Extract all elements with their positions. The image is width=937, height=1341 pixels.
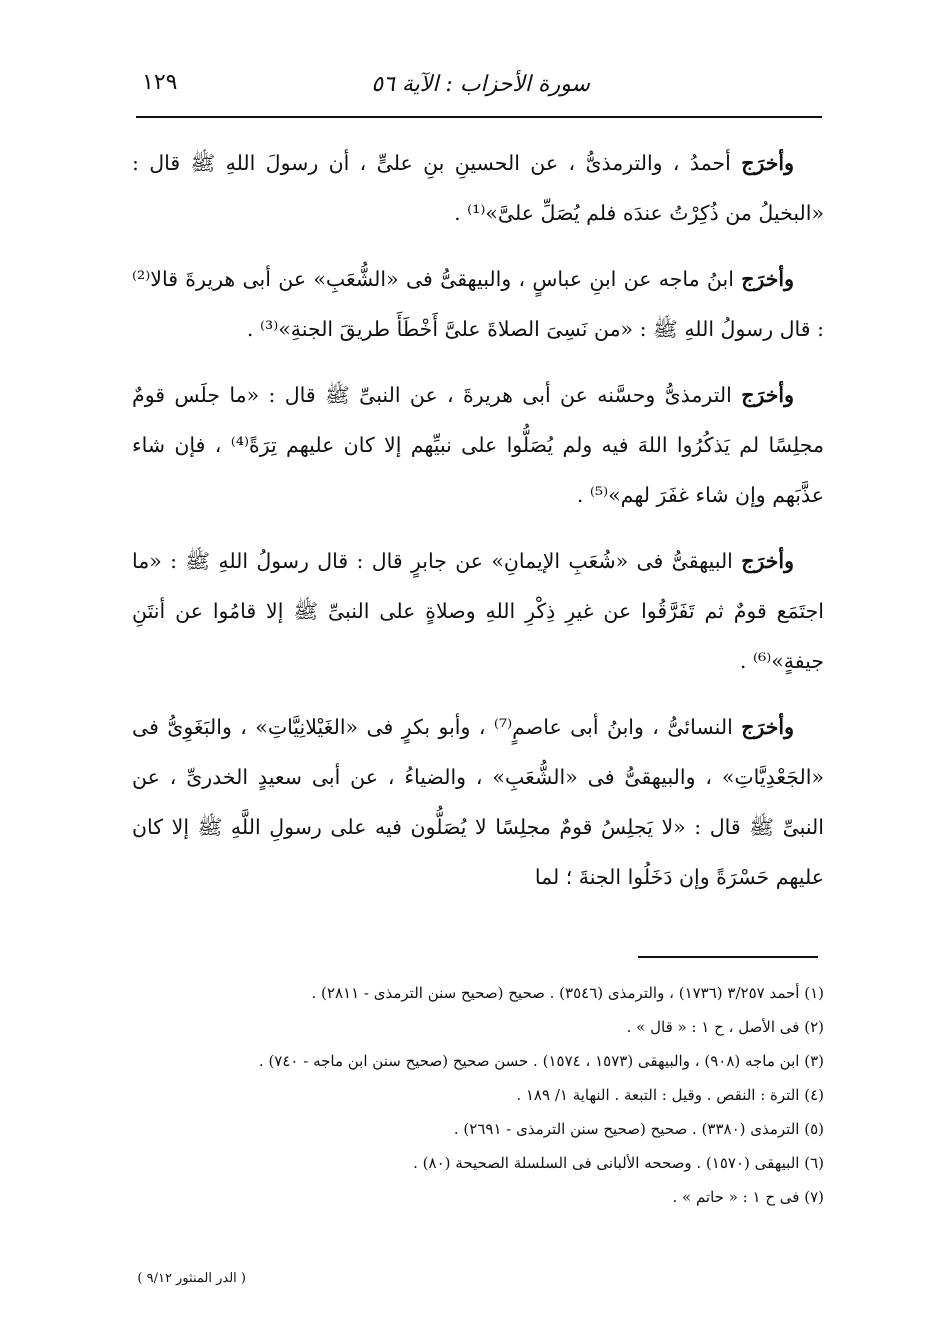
paragraph-lead: وأخرَج [741, 715, 795, 739]
footnote-6: (٦) البيهقى (١٥٧٠) . وصححه الألبانى فى السلسلة الصحيحة (٨٠) . [413, 1154, 824, 1172]
paragraph-lead: وأخرَج [741, 383, 794, 407]
footnote-2: (٢) فى الأصل ، ح ١ : « قال » . [626, 1018, 824, 1036]
source-reference: ( الدر المنثور ٩/١٢ ) [137, 1271, 246, 1286]
paragraph-lead: وأخرَج [741, 267, 794, 291]
paragraph-text: أحمدُ ، والترمذىُّ ، عن الحسينِ بنِ علىٍّ ، أن رسولَ اللهِ ﷺ قال : «البخيلُ من ذُكِرْتُ عندَه فلم يُصَلِّ علىَّ»⁽¹⁾ . [132, 151, 824, 225]
paragraph-3 [132, 370, 824, 520]
paragraph-1 [132, 138, 824, 238]
paragraph-text: البيهقىُّ فى «شُعَبِ الإيمانِ» عن جابرٍ قال : قال رسولُ اللهِ ﷺ : «ما اجتَمَع قومٌ ثم تَفَرَّقُوا عن غيرِ ذِكْرِ اللهِ وصلاةٍ على النبىِّ ﷺ إلا قامُوا عن أنتَنِ جيفةٍ»⁽⁶⁾ . [132, 549, 824, 673]
paragraph-text: الترمذىُّ وحسَّنه عن أبى هريرةَ ، عن النبىِّ ﷺ قال : «ما جلَس قومٌ مجلِسًا لم يَذكُرُوا اللهَ فيه ولم يُصَلُّوا على نبيِّهم إلا كان عليهم تِرَةً⁽⁴⁾ ، فإن شاء عذَّبَهم وإن شاء غفَرَ لهم»⁽⁵⁾ . [132, 383, 824, 507]
page-header [136, 68, 826, 112]
main-text [132, 138, 824, 918]
page-number: ١٢٩ [142, 70, 178, 95]
footnote-1: (١) أحمد ٣/٢٥٧ (١٧٣٦) ، والترمذى (٣٥٤٦) . صحيح (صحيح سنن الترمذى - ٢٨١١) . [311, 984, 824, 1002]
footnote-4: (٤) الترة : النقص . وقيل : التبعة . النهاية ١/ ١٨٩ . [516, 1086, 824, 1104]
footnote-7: (٧) فى ح ١ : « حاتم » . [672, 1188, 824, 1206]
paragraph-lead: وأخرَج [741, 549, 794, 573]
footnotes [134, 976, 824, 1214]
footnote-5: (٥) الترمذى (٣٣٨٠) . صحيح (صحيح سنن الترمذى - ٢٦٩١) . [453, 1120, 824, 1138]
paragraph-lead: وأخرَج [741, 151, 794, 175]
footnote-separator [638, 956, 818, 958]
header-rule [136, 116, 822, 118]
paragraph-text: ابنُ ماجه عن ابنِ عباسٍ ، والبيهقىُّ فى «الشُّعَبِ» عن أبى هريرةَ قالا⁽²⁾ : قال رسولُ اللهِ ﷺ : «من نَسِىَ الصلاةَ علىَّ أَخْطَأَ طريقَ الجنةِ»⁽³⁾ . [132, 267, 824, 341]
running-title: سورة الأحزاب : الآية ٥٦ [371, 72, 590, 97]
paragraph-4 [132, 536, 824, 686]
paragraph-5 [132, 702, 824, 902]
paragraph-2 [132, 254, 824, 354]
footnote-3: (٣) ابن ماجه (٩٠٨) ، والبيهقى (١٥٧٣ ، ١٥٧٤) . حسن صحيح (صحيح سنن ابن ماجه - ٧٤٠) . [258, 1052, 824, 1070]
paragraph-text: النسائىُّ ، وابنُ أبى عاصمٍ⁽⁷⁾ ، وأبو بكرٍ فى «الغَيْلانِيَّاتِ» ، والبَغَوِىُّ فى «الجَعْدِيَّاتِ» ، والبيهقىُّ فى «الشُّعَبِ» ، والضياءُ ، عن أبى سعيدٍ الخدرىِّ ، عن النبىِّ ﷺ قال : «لا يَجلِسُ قومٌ مجلِسًا لا يُصَلُّون فيه على رسولِ اللَّهِ ﷺ إلا كان عليهم حَسْرَةً وإن دَخَلُوا الجنةَ ؛ لما [132, 715, 824, 889]
